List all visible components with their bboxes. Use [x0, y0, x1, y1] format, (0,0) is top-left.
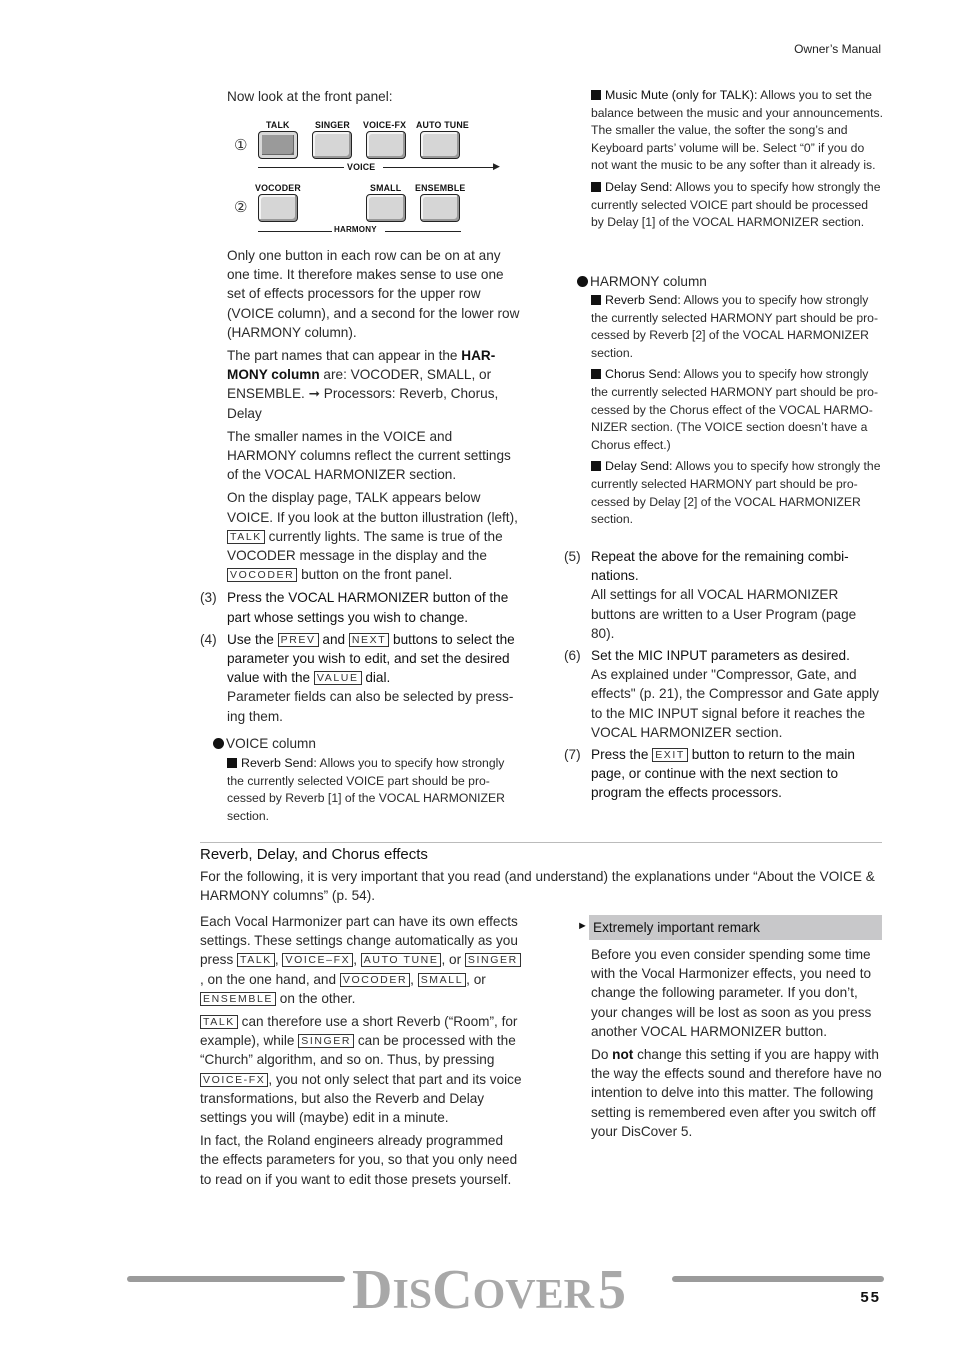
harmony-column-heading: HARMONY column — [577, 272, 707, 291]
next-key: NEXT — [349, 633, 389, 647]
left-column-body — [200, 246, 522, 825]
harmony-line-right — [385, 231, 461, 232]
step-7: (7) Press the EXIT button to return to the main page, or continue with the next section to program the effects processors. — [564, 747, 855, 801]
bullet-icon — [577, 276, 588, 287]
btn-label-singer: SINGER — [315, 120, 350, 130]
singer-button[interactable] — [312, 131, 352, 159]
harmony-line-left — [258, 231, 332, 232]
voice-line-right — [383, 167, 495, 168]
btn-label-talk: TALK — [266, 120, 290, 130]
bullet-icon — [213, 738, 224, 749]
btn-label-ensemble: ENSEMBLE — [415, 183, 466, 193]
talk-key: TALK — [227, 530, 265, 544]
small-key: SMALL — [418, 973, 466, 987]
paragraph-smaller-names: The smaller names in the VOICE and HARMONY columns reflect the current settings of the VOCAL HARMONIZER section. — [227, 428, 511, 483]
talk-key: TALK — [200, 1015, 238, 1029]
btn-label-vocoder: VOCODER — [255, 183, 301, 193]
section-title: Reverb, Delay, and Chorus effects — [200, 846, 428, 863]
paragraph-harmony-names: The part names that can appear in the HARMONY column are: VOCODER, SMALL, or ENSEMBLE. ➞ Processors: Reverb, Chorus, Delay — [227, 348, 499, 421]
autotune-key: AUTO TUNE — [361, 953, 442, 967]
small-button[interactable] — [366, 194, 406, 222]
square-bullet-icon — [227, 758, 237, 768]
step-3: (3) Press the VOCAL HARMONIZER button of the part whose settings you wish to change. — [200, 590, 509, 625]
btn-label-autotune: AUTO TUNE — [416, 120, 469, 130]
prev-key: PREV — [278, 633, 319, 647]
ensemble-button[interactable] — [420, 194, 460, 222]
step-4-note: Parameter fields can also be selected by pressing them. — [227, 689, 514, 724]
remark-paragraph-1: Before you even consider spending some time with the Vocal Harmonizer effects, you need to change the following parameter. If you don’t, your changes will be lost as soon as you press another VOCAL HARMONIZER button. — [591, 947, 872, 1039]
step-6-note: As explained under "Compressor, Gate, and effects" (p. 21), the Compressor and Gate apply to the MIC INPUT signal before it reaches the VOCAL HARMONIZER section. — [591, 667, 879, 740]
voice-row-label: VOICE — [347, 162, 376, 172]
footer-line-right — [672, 1276, 884, 1282]
square-bullet-icon — [591, 182, 601, 192]
harmony-delay-send: Delay Send: Allows you to specify how strongly the currently selected HARMONY part should be processed by Delay [2] of the VOCAL HARMONIZER section. — [591, 459, 881, 527]
talk-button[interactable] — [258, 131, 298, 159]
paragraph-roland-engineers: In fact, the Roland engineers already programmed the effects parameters for you, so that you only need to read on if you want to edit those presets yourself. — [200, 1133, 518, 1187]
footer-line-left — [127, 1276, 345, 1282]
music-mute: Music Mute (only for TALK): Allows you to set the balance between the music and your announcements. The smaller the value, the softer the song’s and Keyboard parts’ volume will be. Select “0” if you do not want the music to be any softer than it already is. — [591, 88, 884, 173]
talk-key: TALK — [237, 953, 275, 967]
remark-title: Extremely important remark — [589, 915, 882, 940]
voicefx-button[interactable] — [366, 131, 406, 159]
step-4: (4) Use the PREV and NEXT buttons to select the parameter you wish to edit, and set the desired value with the VALUE dial. Parameter fields can also be selected by pressing them. — [200, 630, 522, 726]
section-divider — [200, 842, 882, 843]
btn-label-voicefx: VOICE-FX — [363, 120, 407, 130]
important-remark — [577, 915, 882, 940]
paragraph-display-page: On the display page, TALK appears below VOICE. If you look at the button illustration (left), TALK currently lights. The same is true of the VOCODER message in the display and the VOCODER button on the front panel. — [227, 490, 518, 583]
intro-text: Now look at the front panel: — [227, 89, 393, 104]
harmony-column-params — [591, 292, 883, 533]
voice-column-heading: VOICE column — [200, 734, 522, 753]
paragraph-effect-settings: Each Vocal Harmonizer part can have its own effects settings. These settings change automatically as you press TALK , VOICE–FX , AUTO TUNE , or SINGER, on the one hand, and VOCODER , SMALL , or ENSEMBLE on the other. — [200, 912, 522, 1008]
singer-key: SINGER — [298, 1034, 354, 1048]
arrow-right-icon: ▶ — [493, 161, 500, 171]
btn-label-small: SMALL — [370, 183, 402, 193]
vocoder-key: VOCODER — [227, 568, 297, 582]
square-bullet-icon — [591, 461, 601, 471]
step-5: (5) Repeat the above for the remaining combinations. All settings for all VOCAL HARMONIZER buttons are written to a User Program (page 80). — [564, 547, 883, 643]
section-left-text — [200, 912, 522, 1193]
marker-1: ① — [234, 137, 248, 154]
paragraph-talk-reverb: TALK can therefore use a short Reverb (“Room”, for example), while SINGER can be processed with the “Church” algorithm, and so on. Thus, by pressing VOICE-FX , you not only select that part and its voice transformations, but also the Reverb and Delay settings you will (maybe) edit in a minute. — [200, 1014, 522, 1126]
vocoder-key: VOCODER — [340, 973, 410, 987]
harmony-chorus-send: Chorus Send: Allows you to specify how strongly the currently selected HARMONY part should be processed by the Chorus effect of the VOCAL HARMONIZER section. (The VOICE section doesn’t have a Chorus effect.) — [591, 367, 878, 452]
ensemble-key: ENSEMBLE — [200, 992, 276, 1006]
voicefx-key: VOICE–FX — [282, 953, 353, 967]
voicefx-key: VOICE-FX — [200, 1073, 268, 1087]
right-column-top — [591, 87, 883, 236]
remark-paragraph-2: Do not change this setting if you are happy with the way the effects sound and therefore have no intention to delve into this matter. The following setting is remembered even after you switch off your DisCover 5. — [591, 1047, 882, 1139]
harmony-reverb-send: Reverb Send: Allows you to specify how strongly the currently selected HARMONY part should be processed by Reverb [2] of the VOCAL HARMONIZER section. — [591, 293, 878, 360]
remark-arrow-icon: ► — [577, 920, 588, 932]
front-panel-illustration — [230, 116, 520, 236]
voice-delay-send: Delay Send: Allows you to specify how strongly the currently selected VOICE part should be processed by Delay [1] of the VOCAL HARMONIZER section. — [591, 179, 881, 230]
right-column-steps — [564, 547, 883, 806]
section-intro: For the following, it is very important that you read (and understand) the explanations under “About the VOICE & HARMONY columns” (p. 54). — [200, 869, 875, 904]
value-key: VALUE — [314, 671, 362, 685]
marker-2: ② — [234, 199, 248, 216]
vocoder-button[interactable] — [258, 194, 298, 222]
page-number: 55 — [860, 1289, 881, 1306]
step-5-note: All settings for all VOCAL HARMONIZER buttons are written to a User Program (page 80). — [591, 587, 857, 641]
autotune-button[interactable] — [420, 131, 460, 159]
paragraph-rows: Only one button in each row can be on at any one time. It therefore makes sense to use one set of effects processors for the upper row (VOICE column), and a second for the lower row (HARMONY column). — [227, 248, 520, 340]
square-bullet-icon — [591, 90, 601, 100]
voice-reverb-send: Reverb Send: Allows you to specify how strongly the currently selected VOICE part should be processed by Reverb [1] of the VOCAL HARMONIZER section. — [227, 756, 505, 823]
running-header: Owner’s Manual — [794, 42, 881, 56]
square-bullet-icon — [591, 295, 601, 305]
remark-body — [591, 945, 883, 1145]
step-6: (6) Set the MIC INPUT parameters as desired. As explained under "Compressor, Gate, and effects" (p. 21), the Compressor and Gate apply to the MIC INPUT signal before it reaches the VOCAL HARMONIZER section. — [564, 646, 883, 742]
harmony-row-label: HARMONY — [334, 225, 377, 234]
square-bullet-icon — [591, 369, 601, 379]
exit-key: EXIT — [652, 748, 688, 762]
singer-key: SINGER — [465, 953, 521, 967]
discover5-logo: DISCOVER 5 — [352, 1259, 626, 1321]
voice-line-left — [258, 167, 344, 168]
